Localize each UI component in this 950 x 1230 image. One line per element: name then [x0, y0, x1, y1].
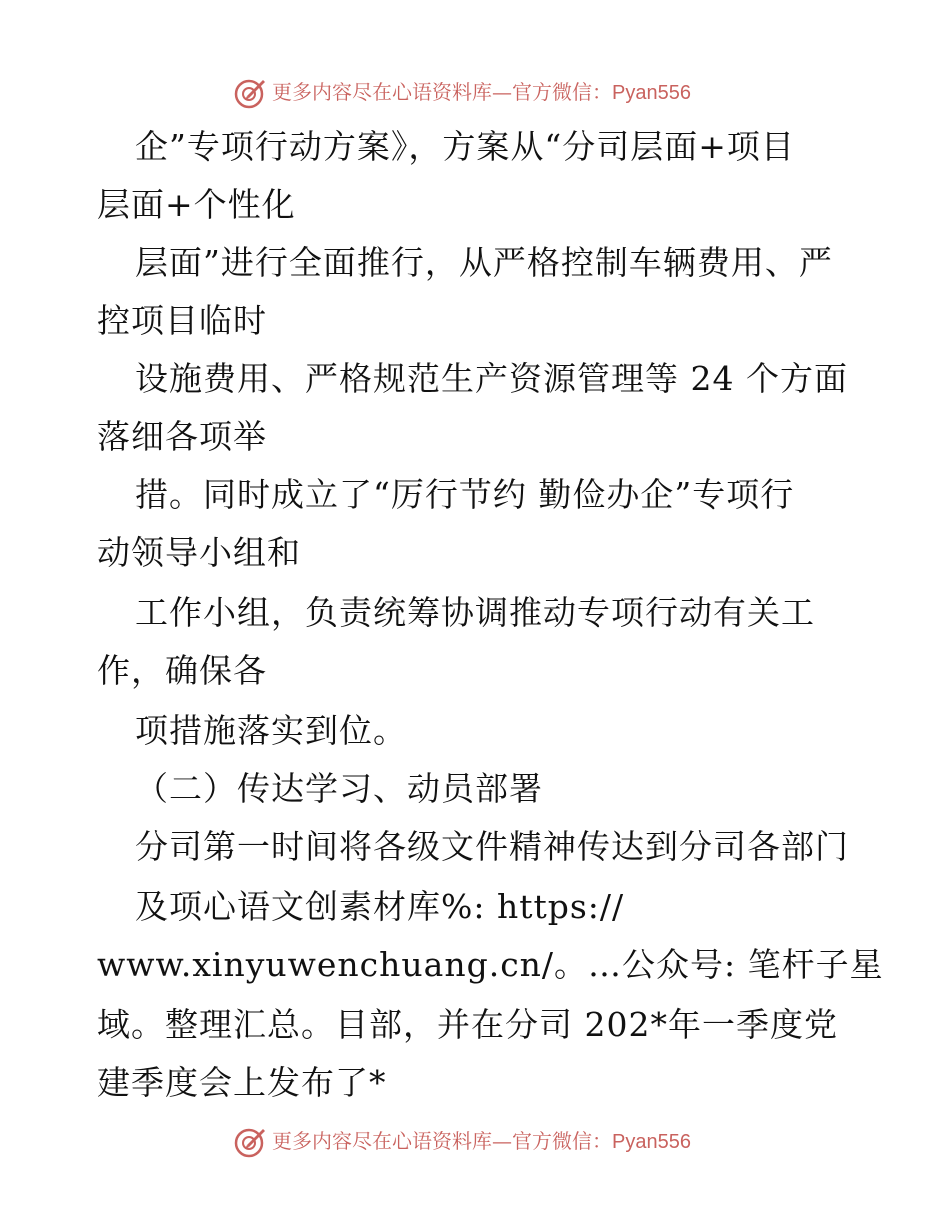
body-line: 域。整理汇总。目部，并在分司 202*年一季度党: [97, 1005, 838, 1044]
body-line: 作，确保各: [97, 651, 267, 690]
body-line: 设施费用、严格规范生产资源管理等 24 个方面: [135, 359, 848, 398]
body-line: 分司第一时间将各级文件精神传达到分司各部门: [135, 827, 849, 866]
banner-text: 更多内容尽在心语资料库—官方微信：Pyan556: [272, 80, 691, 104]
body-line: 工作小组，负责统筹协调推动专项行动有关工: [135, 593, 815, 632]
body-line: 措。同时成立了“厉行节约 勤俭办企”专项行: [135, 475, 795, 514]
body-line: 落细各项举: [97, 417, 267, 456]
header-banner: [0, 72, 950, 112]
body-line: 控项目临时: [97, 301, 267, 340]
pen-logo-icon: [233, 76, 267, 110]
body-line: 及项心语文创素材库%: https://: [135, 887, 625, 926]
body-line: www.xinyuwenchuang.cn/。…公众号: 笔杆子星: [97, 945, 884, 984]
body-line: 层面”进行全面推行，从严格控制车辆费用、严: [135, 243, 833, 282]
body-line: 建季度会上发布了*: [97, 1063, 387, 1102]
body-line: 项措施落实到位。: [135, 711, 407, 750]
body-line: 层面+个性化: [97, 185, 296, 224]
banner-text: 更多内容尽在心语资料库—官方微信：Pyan556: [272, 1129, 691, 1153]
footer-banner: [0, 1121, 950, 1161]
body-line: 动领导小组和: [97, 533, 301, 572]
body-line: 企”专项行动方案》，方案从“分司层面+项目: [135, 127, 795, 166]
section-heading: （二）传达学习、动员部署: [135, 769, 543, 808]
pen-logo-icon: [233, 1125, 267, 1159]
